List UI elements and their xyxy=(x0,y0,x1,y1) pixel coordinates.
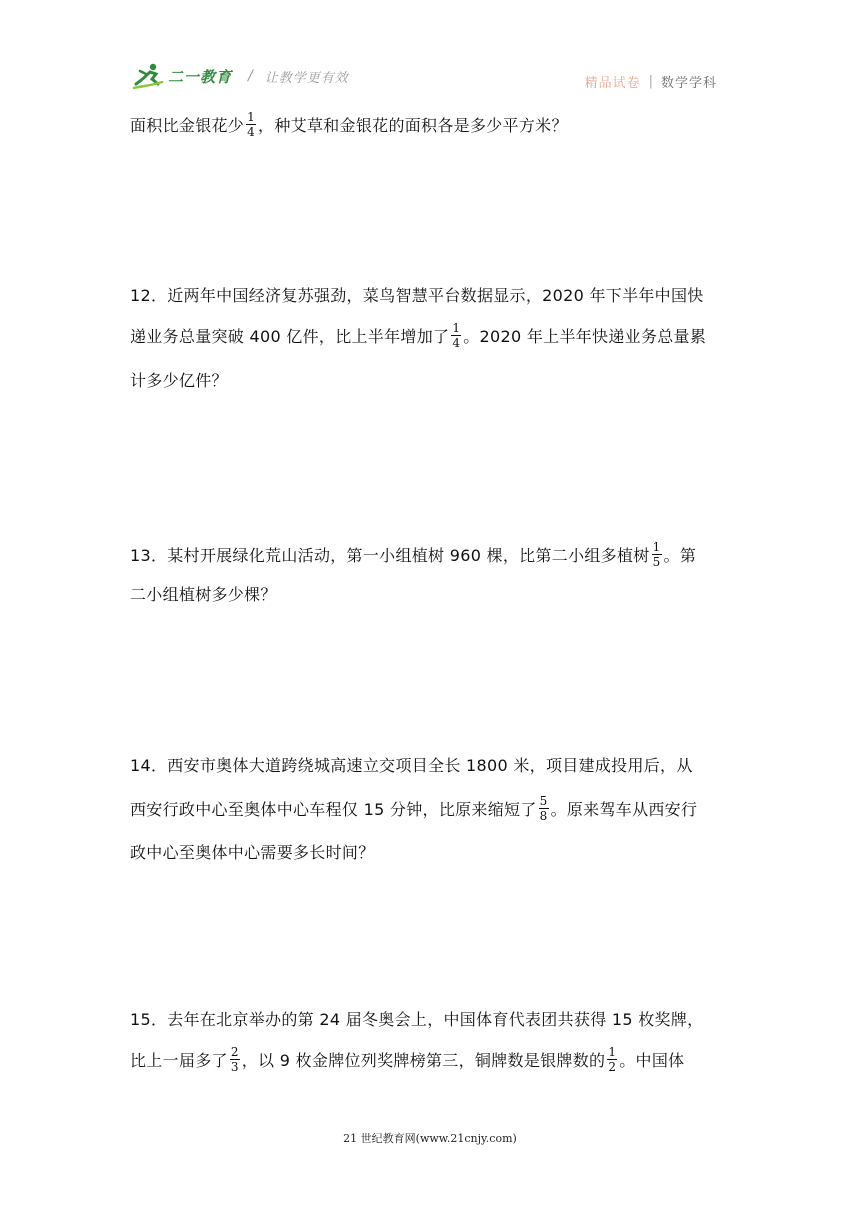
text-segment: 面积比金银花少 xyxy=(130,116,245,135)
fraction-denominator: 5 xyxy=(652,555,661,569)
page-footer: 21 世纪教育网(www.21cnjy.com) xyxy=(343,1132,517,1145)
fraction xyxy=(230,1046,240,1073)
text-segment: 13．某村开展绿化荒山活动，第一小组植树 960 棵，比第二小组多植树 xyxy=(130,546,650,565)
text-segment: 比上一届多了 xyxy=(130,1051,228,1070)
slogan: 让教学更有效 xyxy=(264,70,349,86)
fraction-denominator: 2 xyxy=(608,1060,617,1074)
fraction-numerator: 2 xyxy=(230,1045,239,1059)
text-segment: 。中国体 xyxy=(619,1051,685,1070)
header-divider: | xyxy=(648,74,653,89)
question-12-line-3: 计多少亿件？ xyxy=(130,371,228,390)
fraction-denominator: 4 xyxy=(247,125,256,139)
text-segment: 。原来驾车从西安行 xyxy=(550,800,698,819)
text-segment: ，种艾草和金银花的面积各是多少平方米？ xyxy=(258,116,568,135)
fraction xyxy=(539,795,549,822)
question-14-line-3: 政中心至奥体中心需要多长时间？ xyxy=(130,843,375,862)
text-segment: 。第 xyxy=(663,546,697,565)
header-right xyxy=(585,72,717,91)
question-13-line-2: 二小组植树多少棵？ xyxy=(130,585,277,604)
question-13-line-1 xyxy=(130,540,730,570)
slogan-separator: / xyxy=(248,68,253,84)
runner-logo-icon xyxy=(132,62,164,90)
fraction-denominator: 3 xyxy=(230,1060,239,1074)
brand-logo xyxy=(132,62,349,90)
fraction xyxy=(652,541,662,568)
fraction-numerator: 1 xyxy=(608,1045,617,1059)
question-14-line-1: 14．西安市奥体大道跨绕城高速立交项目全长 1800 米，项目建成投用后，从 xyxy=(130,756,693,775)
logo-text: 二一教育 xyxy=(168,67,233,86)
fraction-denominator: 8 xyxy=(539,809,548,823)
fraction-numerator: 5 xyxy=(539,794,548,808)
text-segment: 。2020 年上半年快递业务总量累 xyxy=(463,327,707,346)
text-segment: ，以 9 枚金牌位列奖牌榜第三，铜牌数是银牌数的 xyxy=(241,1051,606,1070)
fraction-numerator: 1 xyxy=(652,540,661,554)
page-header xyxy=(0,0,860,110)
question-11-tail xyxy=(130,110,730,140)
header-label-premium: 精品试卷 xyxy=(584,76,641,91)
fraction xyxy=(246,111,256,138)
question-15-line-1: 15．去年在北京举办的第 24 届冬奥会上，中国体育代表团共获得 15 枚奖牌， xyxy=(130,1010,704,1029)
question-12-line-2 xyxy=(130,321,730,351)
fraction-denominator: 4 xyxy=(452,336,461,350)
header-label-subject: 数学学科 xyxy=(660,76,717,91)
question-12-line-1: 12．近两年中国经济复苏强劲，菜鸟智慧平台数据显示，2020 年下半年中国快 xyxy=(130,286,704,305)
fraction-numerator: 1 xyxy=(452,321,461,335)
text-segment: 西安行政中心至奥体中心车程仅 15 分钟，比原来缩短了 xyxy=(130,800,537,819)
fraction-numerator: 1 xyxy=(247,110,256,124)
fraction xyxy=(607,1046,617,1073)
text-segment: 递业务总量突破 400 亿件，比上半年增加了 xyxy=(130,327,450,346)
question-14-line-2 xyxy=(130,794,730,824)
question-15-line-2 xyxy=(130,1045,730,1075)
fraction xyxy=(451,322,461,349)
